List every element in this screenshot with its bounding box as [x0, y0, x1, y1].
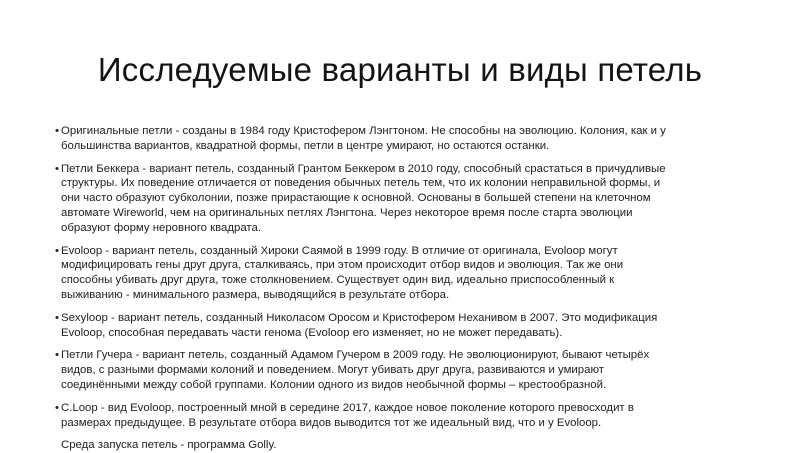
bullet-text: Sexyloop - вариант петель, созданный Николасом Оросом и Кристофером Неханивом в 2007. Это модификация Evoloop, способная передавать части генома (Evoloop его изменяет, но не может передавать).	[61, 311, 658, 339]
bullet-item-goucher-loops	[55, 348, 755, 392]
bullet-marker: •	[55, 349, 59, 362]
bullet-item-evoloop	[55, 244, 755, 303]
bullet-text: Оригинальные петли - созданы в 1984 году Кристофером Лэнгтоном. Не способны на эволюцию. Колония, как и у большинства вариантов, квадратной формы, петли в центре умирают, но остаются останки.	[61, 125, 666, 152]
bullet-marker: •	[55, 401, 59, 414]
bullet-marker: •	[55, 125, 59, 137]
bullet-marker: •	[55, 311, 59, 324]
bullet-text: C.Loop - вид Evoloop, построенный мной в середине 2017, каждое новое поколение которого превосходит в размерах предыдущее. В результате отбора видов выводится тот же идеальный вид, что и у Evoloop.	[61, 401, 634, 429]
bullet-text: Петли Гучера - вариант петель, созданный Адамом Гучером в 2009 году. Не эволюционируют, бывают четырёх видов, с разными формами колоний и поведением. Могут убивать друг друга, развиваются и умирают соединёнными между собой группами. Колонии одного из видов необычной формы – крестообразной.	[61, 349, 650, 391]
bullet-marker: •	[55, 162, 59, 175]
bullet-text: Петли Беккера - вариант петель, созданный Грантом Беккером в 2010 году, способный срастаться в причудливые структуры. Их поведение отличается от поведения обычных петель тем, что их колонии неправильной формы, и они часто образуют субколонии, позже прирастающие к основной. Основаны в большей степени на клеточном автомате Wireworld, чем на оригинальных петлях Лэнгтона. Через некоторое время после старта эволюции образуют форму неровного квадрата.	[61, 162, 666, 234]
bullet-text: Evoloop - вариант петель, созданный Хироки Саямой в 1999 году. В отличие от оригинала, Evoloop могут модифицировать гены друг друга, сталкиваясь, при этом происходит отбор видов и эволюция. Так же они способны убивать друг друга, тоже столкновением. Существует один вид, идеально приспособленный к выживанию - минимального размера, выводящийся в результате отбора.	[61, 244, 624, 301]
footer-note: Среда запуска петель - программа Golly.	[61, 439, 277, 452]
bullet-item-cloop	[55, 401, 755, 431]
bullet-marker: •	[55, 244, 59, 257]
bullet-item-original-loops	[55, 124, 755, 154]
bullet-item-sexyloop	[55, 311, 755, 341]
bullet-item-byl-loops	[55, 162, 755, 236]
bullet-list	[55, 124, 755, 453]
slide-title: Исследуемые варианты и виды петель	[97, 51, 703, 88]
